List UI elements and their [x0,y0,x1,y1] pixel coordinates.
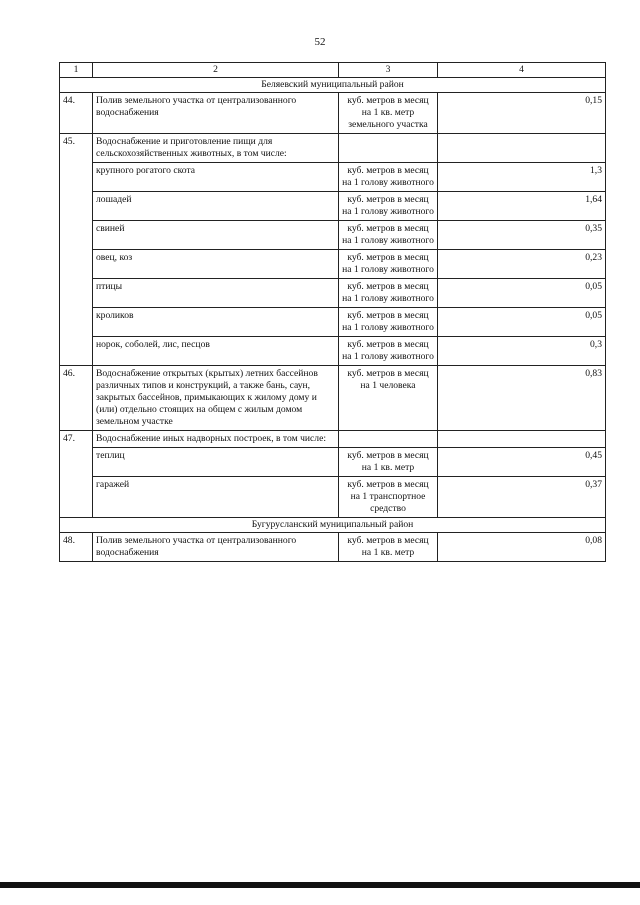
row-description: Водоснабжение и приготовление пищи для сельскохозяйственных животных, в том числе: [93,134,339,163]
row-number: 47. [60,431,93,518]
table-subrow [60,250,606,279]
table-row [60,134,606,163]
section-row [60,518,606,533]
subrow-description: гаражей [93,477,339,518]
subrow-value: 1,64 [438,192,606,221]
subrow-value: 0,23 [438,250,606,279]
subrow-value: 0,05 [438,279,606,308]
section-title: Беляевский муниципальный район [60,78,606,93]
table-subrow [60,337,606,366]
row-value [438,431,606,448]
column-number: 1 [60,63,93,78]
subrow-unit: куб. метров в месяц на 1 голову животного [339,163,438,192]
subrow-unit: куб. метров в месяц на 1 голову животного [339,337,438,366]
subrow-description: овец, коз [93,250,339,279]
row-unit: куб. метров в месяц на 1 человека [339,366,438,431]
table-subrow [60,279,606,308]
column-number-row [60,63,606,78]
table-row [60,93,606,134]
table-subrow [60,477,606,518]
subrow-value: 0,45 [438,448,606,477]
page-bottom-rule [0,882,640,888]
row-unit: куб. метров в месяц на 1 кв. метр земельного участка [339,93,438,134]
row-number: 48. [60,533,93,562]
subrow-description: лошадей [93,192,339,221]
table-subrow [60,192,606,221]
row-description: Полив земельного участка от централизованного водоснабжения [93,93,339,134]
subrow-value: 1,3 [438,163,606,192]
row-unit [339,134,438,163]
table-subrow [60,221,606,250]
subrow-value: 0,37 [438,477,606,518]
row-description: Водоснабжение открытых (крытых) летних бассейнов различных типов и конструкций, а также бань, саун, закрытых бассейнов, примыкающих к жилому дому и (или) отдельно стоящих на общем с жилым домом земельном участке [93,366,339,431]
row-number: 46. [60,366,93,431]
row-value: 0,08 [438,533,606,562]
table-subrow [60,448,606,477]
subrow-unit: куб. метров в месяц на 1 голову животного [339,221,438,250]
subrow-description: птицы [93,279,339,308]
row-number: 44. [60,93,93,134]
row-value: 0,15 [438,93,606,134]
subrow-value: 0,35 [438,221,606,250]
row-value [438,134,606,163]
subrow-description: крупного рогатого скота [93,163,339,192]
section-title: Бугурусланский муниципальный район [60,518,606,533]
subrow-description: кроликов [93,308,339,337]
norms-table [59,62,606,562]
row-unit: куб. метров в месяц на 1 кв. метр [339,533,438,562]
table-subrow [60,163,606,192]
table-row [60,431,606,448]
row-description: Водоснабжение иных надворных построек, в том числе: [93,431,339,448]
subrow-value: 0,05 [438,308,606,337]
subrow-unit: куб. метров в месяц на 1 голову животного [339,308,438,337]
row-number: 45. [60,134,93,366]
subrow-unit: куб. метров в месяц на 1 голову животного [339,192,438,221]
subrow-unit: куб. метров в месяц на 1 транспортное средство [339,477,438,518]
column-number: 3 [339,63,438,78]
subrow-description: свиней [93,221,339,250]
column-number: 2 [93,63,339,78]
subrow-value: 0,3 [438,337,606,366]
row-description: Полив земельного участка от централизованного водоснабжения [93,533,339,562]
table-row [60,366,606,431]
row-value: 0,83 [438,366,606,431]
subrow-unit: куб. метров в месяц на 1 голову животного [339,279,438,308]
table-subrow [60,308,606,337]
subrow-description: норок, соболей, лис, песцов [93,337,339,366]
section-row [60,78,606,93]
table-row [60,533,606,562]
page-number: 52 [314,36,326,48]
subrow-unit: куб. метров в месяц на 1 кв. метр [339,448,438,477]
row-unit [339,431,438,448]
subrow-unit: куб. метров в месяц на 1 голову животного [339,250,438,279]
subrow-description: теплиц [93,448,339,477]
column-number: 4 [438,63,606,78]
